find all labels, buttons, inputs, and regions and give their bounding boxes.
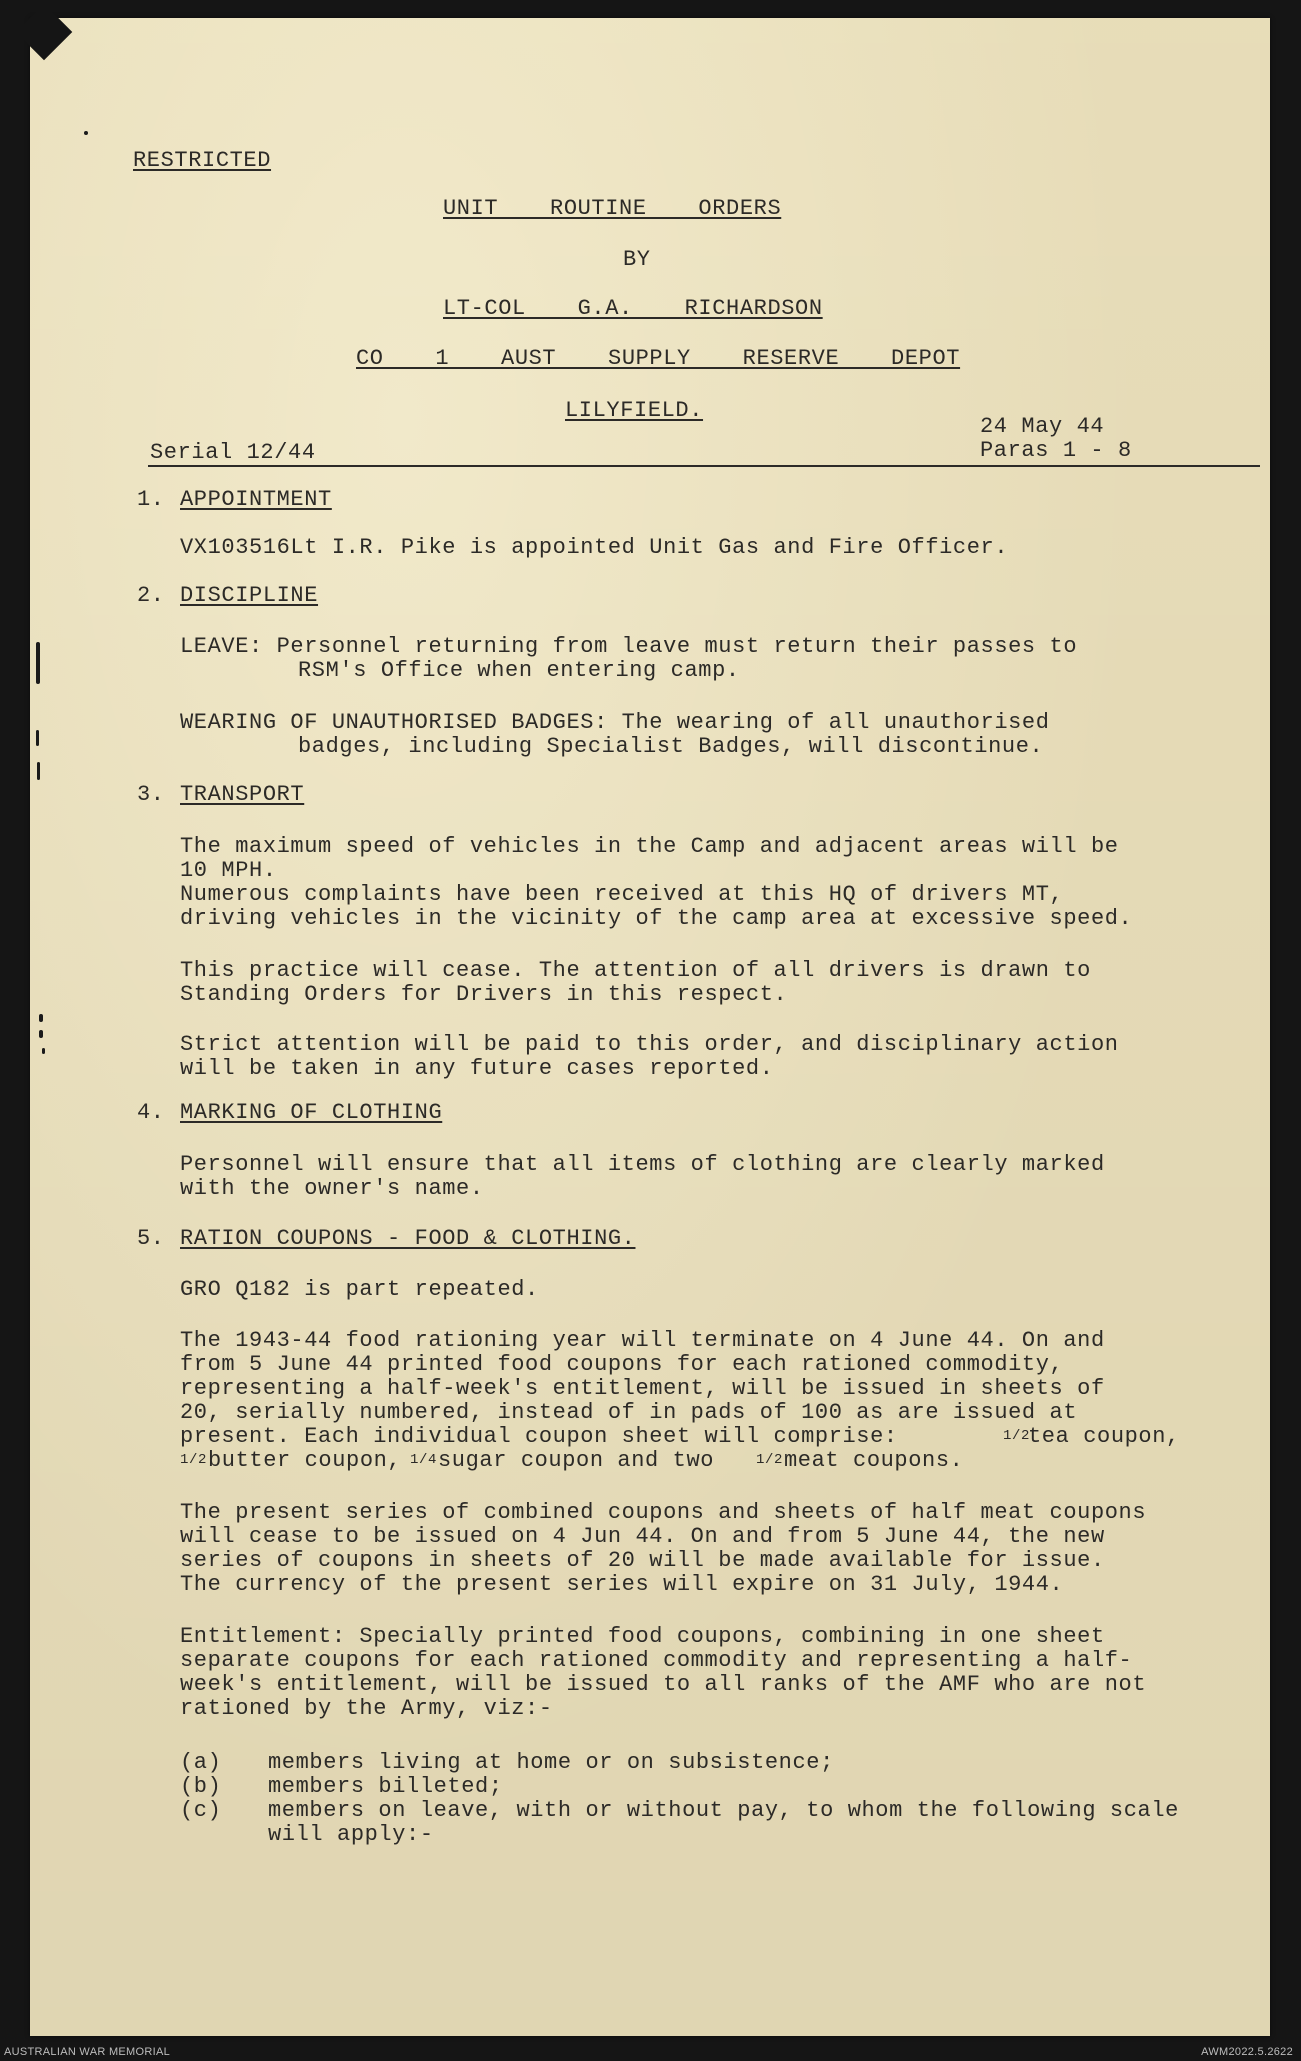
body-line: LEAVE: Personnel returning from leave must return their passes to	[180, 634, 1078, 659]
body-line: Standing Orders for Drivers in this respect.	[180, 982, 788, 1007]
footer-left: AUSTRALIAN WAR MEMORIAL	[4, 2046, 171, 2058]
fraction	[410, 1448, 437, 1473]
title-by: BY	[623, 247, 651, 272]
document-date: 24 May 44	[980, 414, 1105, 439]
serial-number: Serial 12/44	[150, 440, 316, 465]
list-label: (c)	[180, 1798, 222, 1823]
body-line: RSM's Office when entering camp.	[298, 658, 740, 683]
body-line: separate coupons for each rationed commodity and representing a half-	[180, 1648, 1133, 1673]
list-item: will apply:-	[268, 1822, 434, 1847]
list-label: (a)	[180, 1750, 222, 1775]
body-line: week's entitlement, will be issued to all ranks of the AMF who are not	[180, 1672, 1147, 1697]
body-line: will be taken in any future cases reported.	[180, 1056, 774, 1081]
body-line: will cease to be issued on 4 Jun 44. On and from 5 June 44, the new	[180, 1524, 1105, 1549]
list-item: members on leave, with or without pay, to whom the following scale	[268, 1798, 1179, 1823]
binding-mark	[39, 1014, 43, 1022]
body-line: badges, including Specialist Badges, will discontinue.	[298, 734, 1044, 759]
body-line: The currency of the present series will expire on 31 July, 1944.	[180, 1572, 1064, 1597]
list-item: members billeted;	[268, 1774, 503, 1799]
fraction	[180, 1448, 207, 1473]
body-line: series of coupons in sheets of 20 will be made available for issue.	[180, 1548, 1105, 1573]
body-line: representing a half-week's entitlement, will be issued in sheets of	[180, 1376, 1105, 1401]
body-line: The present series of combined coupons and sheets of half meat coupons	[180, 1500, 1147, 1525]
body-line: rationed by the Army, viz:-	[180, 1696, 553, 1721]
fraction-half: 1/2	[1003, 1428, 1031, 1445]
section-heading-transport: TRANSPORT	[180, 782, 305, 807]
body-line: Numerous complaints have been received at this HQ of drivers MT,	[180, 882, 1064, 907]
body-line: meat coupons.	[784, 1448, 964, 1473]
title-unit: CO 1 AUST SUPPLY RESERVE DEPOT	[356, 346, 961, 371]
section-number: 2.	[137, 583, 165, 608]
section-heading-discipline: DISCIPLINE	[180, 583, 319, 608]
body-line: present. Each individual coupon sheet will comprise:	[180, 1424, 898, 1449]
section-heading-appointment: APPOINTMENT	[180, 487, 332, 512]
body-line: butter coupon,	[208, 1448, 402, 1473]
body-line: with the owner's name.	[180, 1176, 484, 1201]
document-title: UNIT ROUTINE ORDERS	[443, 196, 782, 221]
fraction	[1003, 1424, 1030, 1449]
binding-mark	[42, 1048, 45, 1054]
section-heading-marking: MARKING OF CLOTHING	[180, 1100, 443, 1125]
body-line: Strict attention will be paid to this order, and disciplinary action	[180, 1032, 1119, 1057]
section-heading-ration: RATION COUPONS - FOOD & CLOTHING.	[180, 1226, 636, 1251]
footer-right: AWM2022.5.2622	[1201, 2046, 1293, 2058]
list-label: (b)	[180, 1774, 222, 1799]
body-line: from 5 June 44 printed food coupons for each rationed commodity,	[180, 1352, 1064, 1377]
binding-mark	[36, 642, 40, 684]
binding-mark	[36, 730, 39, 746]
folded-corner	[16, 4, 73, 61]
body-line: tea coupon,	[1028, 1424, 1180, 1449]
body-line: This practice will cease. The attention of all drivers is drawn to	[180, 958, 1091, 983]
fraction-half: 1/2	[180, 1452, 208, 1469]
title-location: LILYFIELD.	[565, 398, 704, 423]
body-line: sugar coupon and two	[438, 1448, 715, 1473]
title-officer: LT-COL G.A. RICHARDSON	[443, 296, 823, 321]
list-item: members living at home or on subsistence;	[268, 1750, 834, 1775]
body-line: GRO Q182 is part repeated.	[180, 1277, 539, 1302]
section-number: 5.	[137, 1226, 165, 1251]
body-line: Personnel will ensure that all items of clothing are clearly marked	[180, 1152, 1105, 1177]
fraction	[756, 1448, 783, 1473]
body-line: driving vehicles in the vicinity of the camp area at excessive speed.	[180, 906, 1133, 931]
section-number: 3.	[137, 782, 165, 807]
section-number: 1.	[137, 487, 165, 512]
fraction-half: 1/2	[756, 1452, 784, 1469]
body-line: WEARING OF UNAUTHORISED BADGES: The wearing of all unauthorised	[180, 710, 1050, 735]
ink-dot	[84, 131, 88, 135]
body-line: 10 MPH.	[180, 858, 277, 883]
section-number: 4.	[137, 1100, 165, 1125]
binding-mark	[39, 1030, 43, 1038]
fraction-quarter: 1/4	[410, 1452, 438, 1469]
classification-label: RESTRICTED	[133, 148, 272, 173]
paras-range: Paras 1 - 8	[980, 438, 1132, 463]
header-rule	[148, 465, 1260, 467]
binding-mark	[37, 762, 40, 780]
body-line: Entitlement: Specially printed food coupons, combining in one sheet	[180, 1624, 1105, 1649]
body-line: The 1943-44 food rationing year will terminate on 4 June 44. On and	[180, 1328, 1105, 1353]
body-line: The maximum speed of vehicles in the Camp and adjacent areas will be	[180, 834, 1119, 859]
body-line: 20, serially numbered, instead of in pads of 100 as are issued at	[180, 1400, 1078, 1425]
body-line: VX103516Lt I.R. Pike is appointed Unit Gas and Fire Officer.	[180, 535, 1009, 560]
